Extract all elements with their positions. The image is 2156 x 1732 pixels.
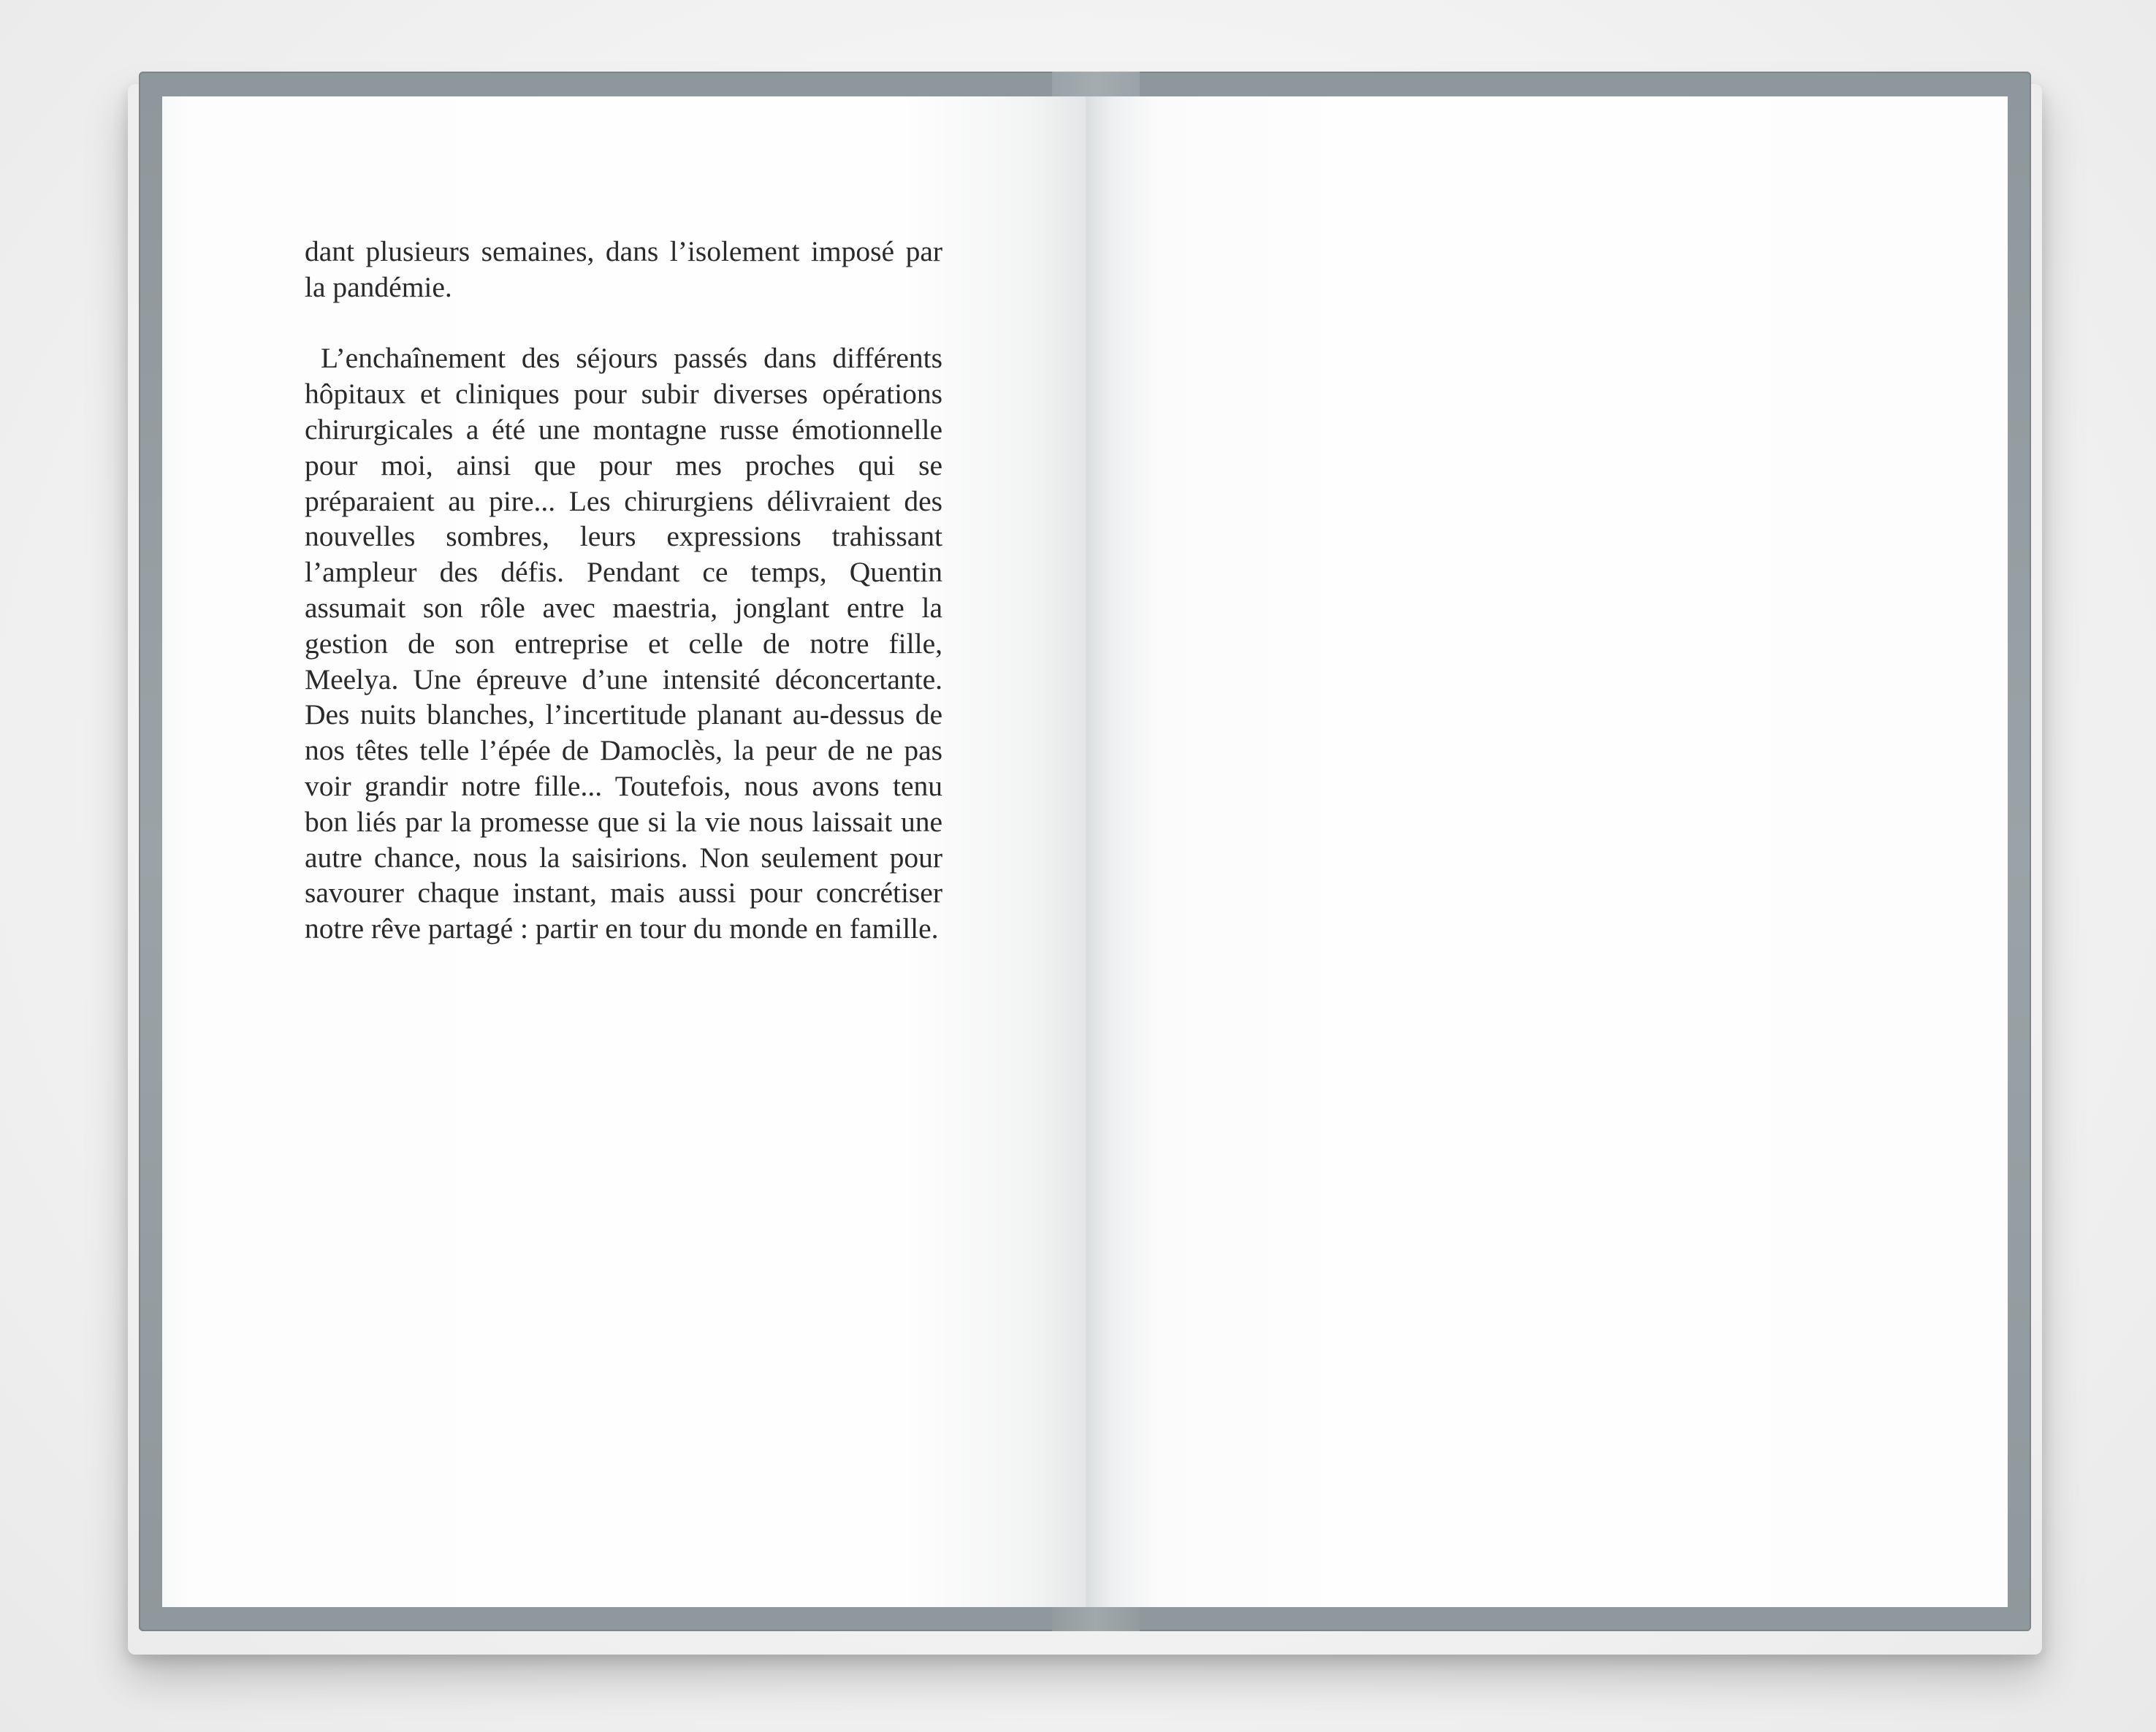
left-page-text [305,234,942,947]
paragraph: dant plusieurs semaines, dans l’isolement imposé par la pandémie. [305,235,942,303]
book-spine-bottom [1052,1607,1140,1631]
book-spine-top [1052,72,1140,96]
paragraph: L’enchaînement des séjours passés dans différents hôpitaux et cliniques pour subir diverses opérations chirurgicales a été une montagne russe émotionnelle pour moi, ainsi que pour mes proches qui se préparaient au pire... Les chirurgiens délivraient des nouvelles sombres, leurs expressions trahissant l’ampleur des défis. Pendant ce temps, Quentin assumait son rôle avec maestria, jonglant entre la gestion de son entreprise et celle de notre fille, Meelya. Une épreuve d’une intensité déconcertante. Des nuits blanches, l’incertitude planant au-dessus de nos têtes telle l’épée de Damoclès, la peur de ne pas voir grandir notre fille... Toutefois, nous avons tenu bon liés par la promesse que si la vie nous laissait une autre chance, nous la saisirions. Non seulement pour savourer chaque instant, mais aussi pour concrétiser notre rêve partagé : partir en tour du monde en famille. [305,342,942,945]
right-page [1086,96,2008,1607]
